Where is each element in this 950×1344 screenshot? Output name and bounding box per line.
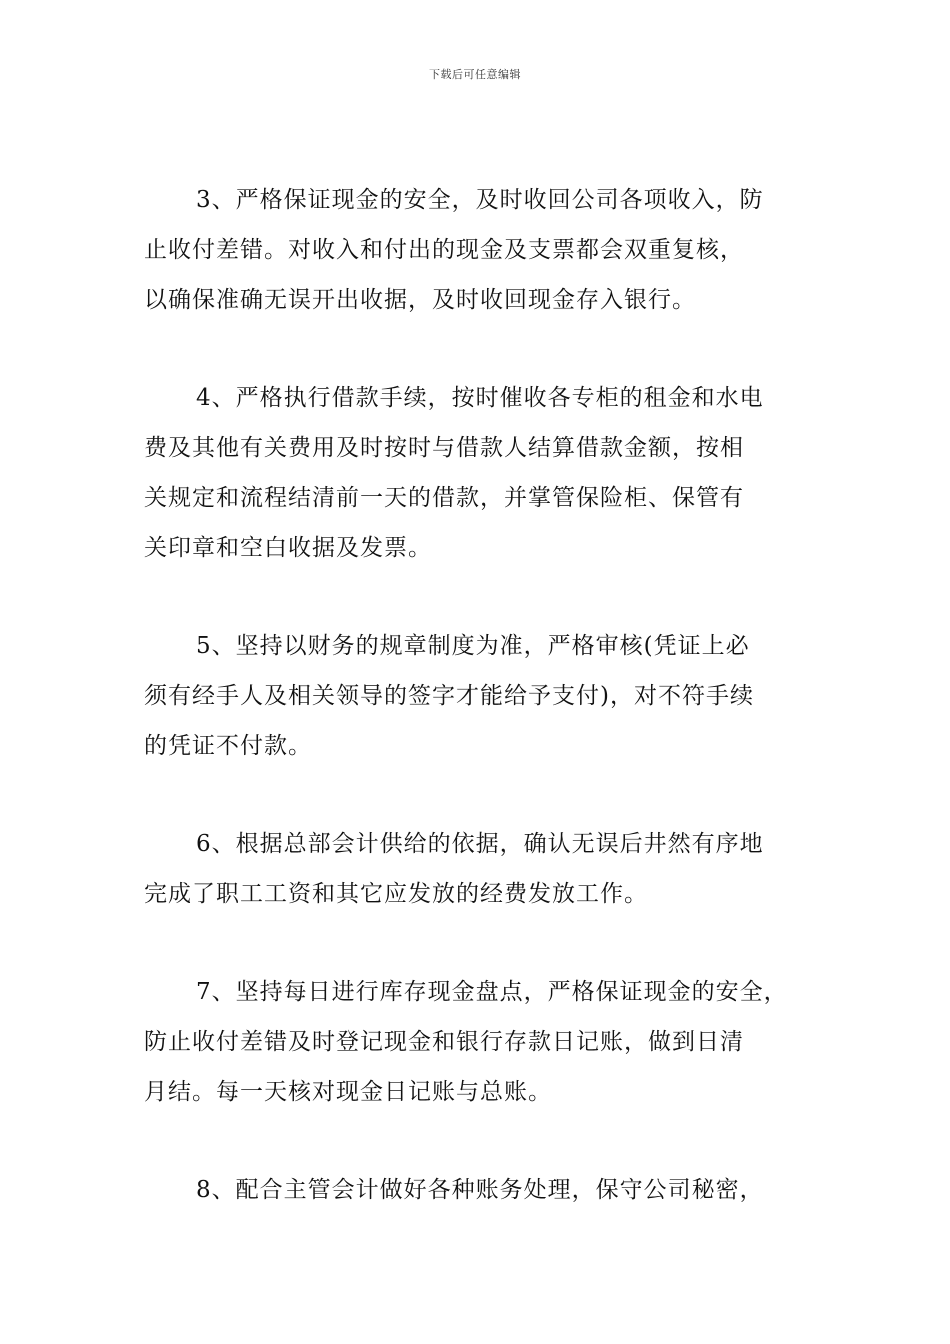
paragraph-line: 完成了职工工资和其它应发放的经费发放工作。 (144, 881, 648, 907)
page-header: 下载后可任意编辑 (429, 68, 521, 81)
paragraph-item-8 (144, 1165, 806, 1215)
paragraph-item-5 (144, 621, 806, 771)
paragraph-line: 费及其他有关费用及时按时与借款人结算借款金额，按相 (144, 435, 744, 461)
paragraph-line: 关规定和流程结清前一天的借款，并掌管保险柜、保管有 (144, 485, 744, 511)
paragraph-line: 的凭证不付款。 (144, 733, 312, 759)
paragraph-item-4 (144, 373, 806, 573)
paragraph-line: 关印章和空白收据及发票。 (144, 535, 432, 561)
paragraph-line: 防止收付差错及时登记现金和银行存款日记账，做到日清 (144, 1029, 744, 1055)
paragraph-line: 7、坚持每日进行库存现金盘点，严格保证现金的安全， (196, 979, 788, 1005)
paragraph-line: 8、配合主管会计做好各种账务处理，保守公司秘密， (196, 1177, 764, 1203)
paragraph-line: 止收付差错。对收入和付出的现金及支票都会双重复核， (144, 237, 744, 263)
paragraph-line: 须有经手人及相关领导的签字才能给予支付)，对不符手续 (144, 683, 754, 709)
paragraph-item-7 (144, 967, 806, 1117)
document-body (144, 175, 806, 1263)
paragraph-item-3 (144, 175, 806, 325)
paragraph-line: 月结。每一天核对现金日记账与总账。 (144, 1079, 552, 1105)
paragraph-item-6 (144, 819, 806, 919)
paragraph-line: 6、根据总部会计供给的依据，确认无误后井然有序地 (196, 831, 764, 857)
paragraph-line: 5、坚持以财务的规章制度为准，严格审核(凭证上必 (196, 633, 750, 659)
paragraph-line: 3、严格保证现金的安全，及时收回公司各项收入，防 (196, 187, 764, 213)
paragraph-line: 4、严格执行借款手续，按时催收各专柜的租金和水电 (196, 385, 764, 411)
paragraph-line: 以确保准确无误开出收据，及时收回现金存入银行。 (144, 287, 696, 313)
